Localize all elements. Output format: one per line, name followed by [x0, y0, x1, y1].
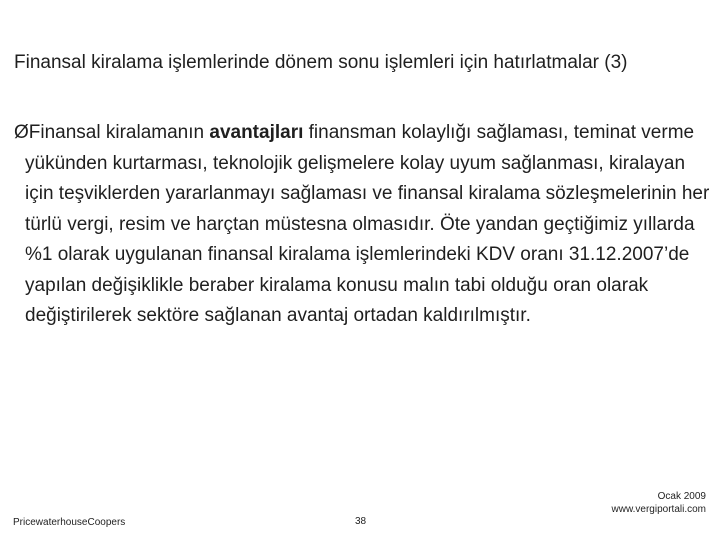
bullet-text-start: Finansal kiralamanın — [28, 122, 210, 143]
footer-date: Ocak 2009 — [657, 491, 706, 502]
bullet-text-rest: finansman kolaylığı sağlaması, teminat verme yükünden kurtarması, teknolojik gelişmelere kolay uyum sağlanması, kiralayan için teşviklerden yararlanmayı sağlaması ve finansal kiralama sözleşmelerinin her türlü vergi, resim ve harçtan müstesna olmasıdır. Öte yandan geçtiğimiz yıllarda %1 olarak uygulanan finansal kiralama işlemlerindeki KDV oranı 31.12.2007’de yapılan değişiklikle beraber kiralama konusu malın tabi olduğu oran olarak değiştirilerek sektöre sağlanan avantaj ortadan kaldırılmıştır. — [25, 122, 710, 326]
arrow-bullet-icon: Ø — [14, 122, 29, 143]
bullet-item — [14, 118, 714, 332]
slide-title: Finansal kiralama işlemlerinde dönem sonu işlemleri için hatırlatmalar (3) — [14, 52, 628, 73]
page-number: 38 — [355, 516, 367, 527]
footer-company: PricewaterhouseCoopers — [13, 517, 126, 528]
bullet-list — [14, 118, 714, 332]
footer-info — [612, 490, 706, 516]
footer-website: www.vergiportali.com — [611, 504, 706, 515]
bullet-text-bold: avantajları — [209, 122, 304, 143]
